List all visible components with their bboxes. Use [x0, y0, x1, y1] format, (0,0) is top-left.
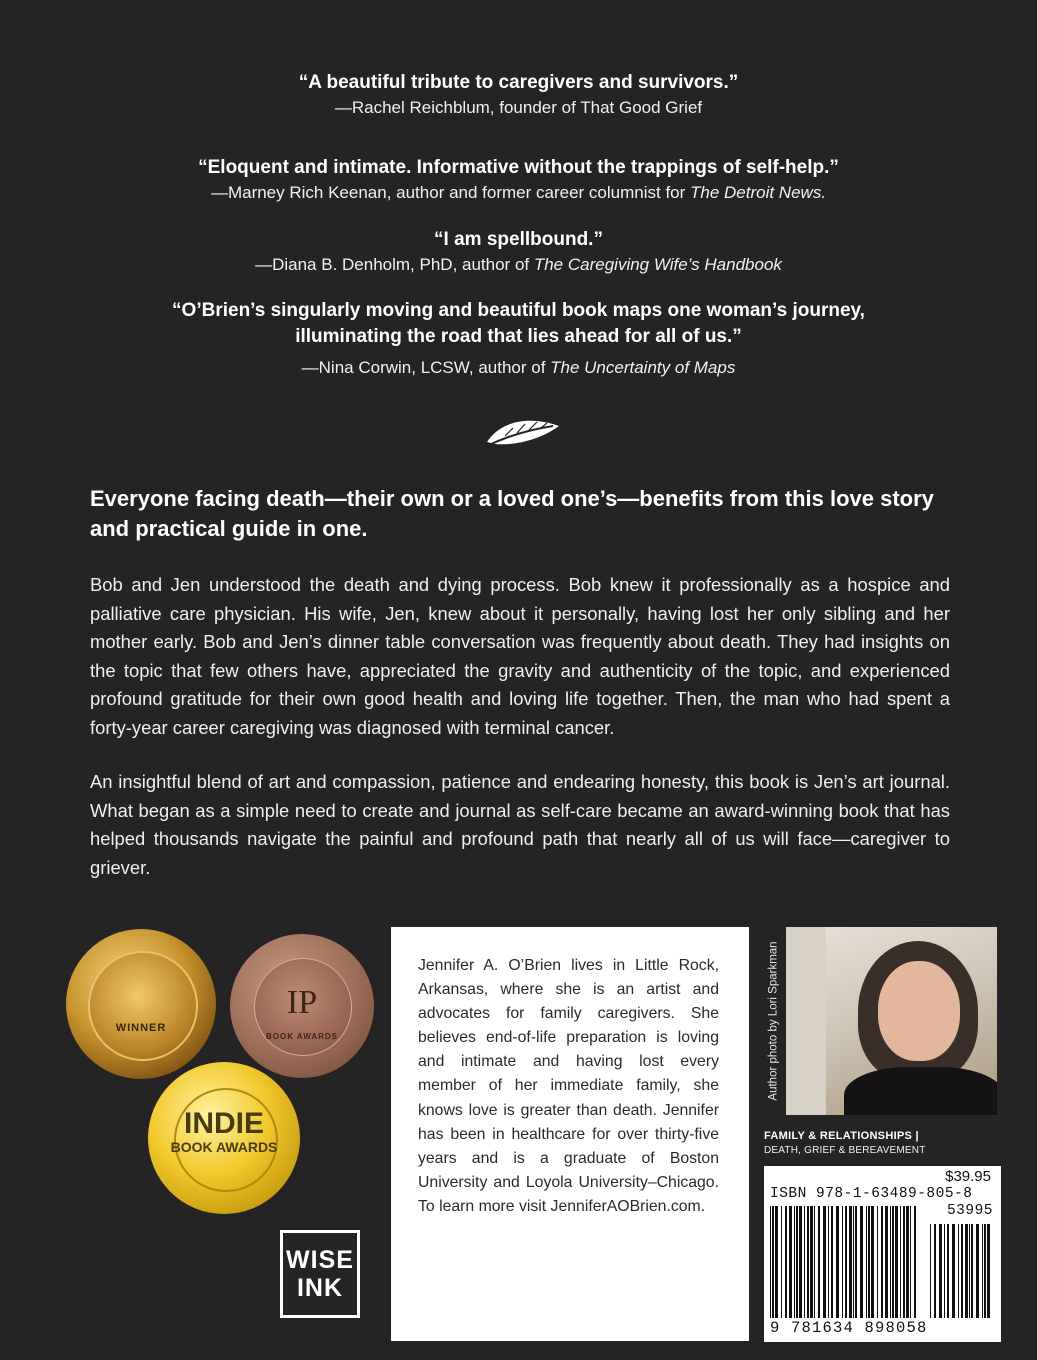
indie-award-seal [148, 1062, 300, 1214]
attribution-name: —Diana B. Denholm, PhD, author of [255, 255, 534, 274]
barcode-bar [770, 1206, 771, 1318]
barcode-bar [914, 1206, 916, 1318]
barcode-bar [877, 1206, 878, 1318]
barcode-bar [969, 1224, 970, 1318]
barcode-bar [849, 1206, 852, 1318]
barcode-bar [868, 1206, 870, 1318]
category-label [764, 1130, 1004, 1156]
barcode-bar [952, 1224, 955, 1318]
barcode-bar [961, 1224, 963, 1318]
barcode-bar [965, 1224, 968, 1318]
indie-award-sublabel: BOOK AWARDS [170, 1139, 278, 1155]
barcode-bar [976, 1224, 979, 1318]
attribution-work: The Detroit News. [690, 183, 827, 202]
barcode-bar [984, 1224, 986, 1318]
quote-text: “I am spellbound.” [434, 229, 603, 250]
indie-award-label: INDIE [183, 1107, 264, 1140]
ip-award-seal [230, 934, 374, 1078]
barcode-bar [871, 1206, 874, 1318]
barcode-bars [770, 1206, 918, 1318]
impact-award-label: WINNER [115, 1022, 167, 1034]
description-paragraph: An insightful blend of art and compassion, patience and endearing honesty, this book is Jen’s art journal. What began as a simple need to create and journal as self-care became an award-winning book that has helped thousands navigate the painful and profound path that nearly all of us will face—caregiver to griever. [90, 771, 950, 878]
barcode-bar [807, 1206, 809, 1318]
blurb-headline: Everyone facing death—their own or a loved one’s—benefits from this love story and practical guide in one. [90, 486, 934, 541]
endorsement-quote [0, 227, 1037, 277]
barcode-addon-number: 53995 [946, 1203, 993, 1219]
barcode-addon-bars [930, 1224, 994, 1318]
barcode-bar [853, 1206, 854, 1318]
quote-attribution [0, 253, 1037, 277]
barcode-bar [804, 1206, 805, 1318]
barcode [764, 1166, 1001, 1342]
barcode-bar [934, 1224, 936, 1318]
barcode-bar [971, 1224, 973, 1318]
category-main: FAMILY & RELATIONSHIPS | [764, 1130, 919, 1142]
barcode-bar [958, 1224, 959, 1318]
attribution-name: —Nina Corwin, LCSW, author of [301, 358, 551, 377]
barcode-bar [785, 1206, 787, 1318]
barcode-bar [860, 1206, 863, 1318]
category-sub: DEATH, GRIEF & BEREAVEMENT [764, 1145, 926, 1156]
attribution-name: —Marney Rich Keenan, author and former career columnist for [210, 183, 690, 202]
photo-credit [765, 927, 783, 1115]
quote-attribution [0, 96, 1037, 120]
barcode-bar [810, 1206, 813, 1318]
photo-credit-text: Author photo by Lori Sparkman [768, 941, 780, 1101]
barcode-bar [939, 1224, 942, 1318]
barcode-bar [796, 1206, 798, 1318]
barcode-bar [982, 1224, 983, 1318]
endorsement-quote [0, 155, 1037, 205]
barcode-bar [831, 1206, 833, 1318]
barcode-bar [944, 1224, 945, 1318]
endorsement-quote [0, 298, 1037, 380]
quote-text: “A beautiful tribute to caregivers and survivors.” [298, 72, 739, 93]
logo-line: INK [296, 1274, 344, 1302]
barcode-bar [818, 1206, 820, 1318]
description-paragraph: Bob and Jen understood the death and dying process. Bob knew it professionally as a hospice and palliative care physician. His wife, Jen, knew about it personally, having lost her only sibling and her mother early. Bob and Jen’s dinner table conversation was frequently about death. They had insights on the topic that few others have, appreciated the gravity and authenticity of the topic, and experienced profound gratitude for their own good health and loving life together. Then, the man who had spent a forty-year career caregiving was diagnosed with terminal cancer. [90, 574, 950, 738]
barcode-bar [895, 1206, 898, 1318]
attribution-work: The Caregiving Wife’s Handbook [533, 255, 782, 274]
barcode-bar [855, 1206, 857, 1318]
barcode-bar [906, 1206, 909, 1318]
price: $39.95 [945, 1168, 991, 1185]
quote-attribution [0, 356, 1037, 380]
barcode-bar [789, 1206, 792, 1318]
barcode-bar [866, 1206, 867, 1318]
attribution-name: —Rachel Reichblum, founder of That Good Grief [334, 98, 703, 117]
logo-line: WISE [286, 1246, 354, 1274]
quote-attribution [0, 181, 1037, 205]
ip-award-sublabel: BOOK AWARDS [265, 1032, 339, 1041]
barcode-bar [885, 1206, 888, 1318]
author-bio: Jennifer A. O’Brien lives in Little Rock, Arkansas, where she is an artist and advocates for family caregivers. She believes end-of-life preparation is loving and intimate and having lost every member of her immediate family, she knows love is greater than death. Jennifer has been in healthcare for over thirty-five years and is a graduate of Boston University and Loyola University–Chicago. To learn more visit JenniferAOBrien.com. [418, 957, 719, 1215]
barcode-bar [900, 1206, 901, 1318]
feather-icon [483, 414, 561, 450]
barcode-bar [987, 1224, 990, 1318]
barcode-bar [828, 1206, 829, 1318]
barcode-bar [930, 1224, 931, 1318]
barcode-bar [836, 1206, 839, 1318]
impact-award-seal [66, 929, 216, 1079]
barcode-bar [814, 1206, 815, 1318]
barcode-bar [823, 1206, 826, 1318]
barcode-bar [947, 1224, 949, 1318]
barcode-bar [910, 1206, 911, 1318]
barcode-bar [881, 1206, 883, 1318]
author-photo [786, 927, 997, 1115]
barcode-bar [781, 1206, 782, 1318]
barcode-bar [775, 1206, 778, 1318]
quote-text: “Eloquent and intimate. Informative without the trappings of self-help.” [198, 157, 839, 178]
attribution-work: The Uncertainty of Maps [550, 358, 736, 377]
ip-award-label: IP [286, 984, 318, 1021]
publisher-logo [280, 1230, 360, 1318]
barcode-bar [794, 1206, 795, 1318]
author-bio-box [391, 927, 749, 1341]
barcode-bar [890, 1206, 891, 1318]
barcode-bar [903, 1206, 905, 1318]
endorsement-quote [0, 70, 1037, 120]
barcode-bar [892, 1206, 894, 1318]
quote-text: “O’Brien’s singularly moving and beautiful book maps one woman’s journey, illuminating the road that lies ahead for all of us.” [172, 300, 865, 347]
barcode-number: 9 781634 898058 [770, 1319, 928, 1337]
barcode-bar [842, 1206, 843, 1318]
barcode-bar [772, 1206, 774, 1318]
barcode-bar [799, 1206, 802, 1318]
isbn: ISBN 978-1-63489-805-8 [770, 1186, 973, 1202]
barcode-bar [845, 1206, 847, 1318]
